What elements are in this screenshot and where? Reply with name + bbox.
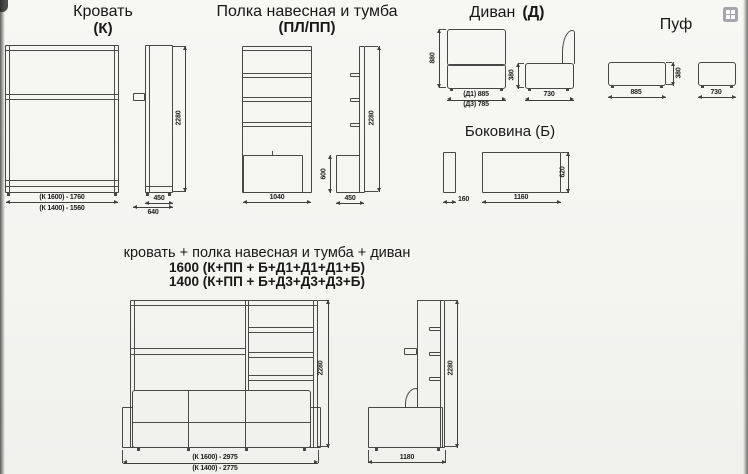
drawing-line bbox=[6, 94, 118, 95]
combo-variant-1400: 1400 (К+ПП + Б+Д3+Д3+Д3+Б) bbox=[168, 274, 366, 289]
dim-label: 1160 bbox=[513, 194, 529, 201]
drawing-line bbox=[249, 332, 313, 333]
furniture-foot bbox=[146, 193, 149, 196]
grid-watermark-icon bbox=[723, 7, 738, 22]
dimension-line bbox=[698, 97, 736, 98]
shelf-title: Полка навесная и тумба bbox=[216, 3, 398, 20]
shelf-tab bbox=[350, 98, 360, 102]
dimension-line bbox=[368, 462, 446, 463]
pouf-side-view bbox=[698, 62, 736, 86]
sofa-title bbox=[470, 4, 545, 22]
dim-label: 640 bbox=[147, 208, 159, 216]
drawing-line bbox=[243, 101, 311, 102]
drawing-line bbox=[6, 99, 118, 100]
dim-label: 885 bbox=[630, 88, 642, 96]
furniture-foot bbox=[303, 448, 306, 451]
dim-label: 1040 bbox=[269, 194, 285, 201]
dim-label: 2280 bbox=[447, 360, 455, 376]
dim-label: 160 bbox=[458, 195, 470, 203]
dim-label: 380 bbox=[508, 69, 516, 81]
dimension-line bbox=[439, 29, 440, 88]
extension-line bbox=[318, 450, 319, 463]
photo-edge-right bbox=[743, 0, 748, 474]
dimension-line bbox=[568, 152, 569, 193]
sofa-code: (Д) bbox=[522, 4, 545, 21]
drawing-line bbox=[133, 422, 310, 423]
dim-label: 450 bbox=[344, 195, 356, 202]
drawing-line bbox=[245, 301, 246, 390]
drawing-line bbox=[6, 50, 118, 51]
bed-title: Кровать bbox=[73, 3, 133, 20]
dim-label: (К 1400) - 2775 bbox=[192, 464, 238, 472]
side-panel-edge-view bbox=[443, 152, 456, 193]
sofa-front-back bbox=[447, 29, 506, 66]
dimension-line bbox=[6, 202, 118, 203]
dim-label: (К 1600) - 1760 bbox=[39, 194, 85, 201]
drawing-line bbox=[114, 46, 115, 192]
dim-label: 2280 bbox=[368, 110, 376, 126]
drawing-line bbox=[249, 357, 313, 358]
dim-label: (К 1600) - 2975 bbox=[192, 453, 238, 461]
furniture-foot bbox=[187, 448, 190, 451]
dim-label: 1180 bbox=[399, 453, 415, 461]
dim-label: 730 bbox=[710, 88, 722, 96]
dim-label: 600 bbox=[320, 168, 328, 180]
dimension-line bbox=[185, 46, 186, 192]
shelf-tab bbox=[429, 327, 441, 331]
side-panel-title: Боковина (Б) bbox=[464, 123, 556, 140]
furniture-foot bbox=[660, 85, 663, 88]
bed-code: (К) bbox=[93, 20, 113, 37]
drawing-line bbox=[149, 46, 150, 192]
drawing-line bbox=[243, 73, 311, 74]
dimension-line bbox=[518, 63, 519, 89]
dimension-line bbox=[443, 202, 456, 203]
drawing-line bbox=[134, 301, 135, 390]
combo-sofa-side-backrest bbox=[405, 388, 418, 408]
dimension-line bbox=[457, 300, 458, 448]
dimension-line bbox=[243, 202, 311, 203]
furniture-foot bbox=[375, 448, 378, 451]
dimension-line bbox=[482, 202, 561, 203]
drawing-line bbox=[249, 352, 313, 353]
extension-line bbox=[440, 29, 446, 30]
furniture-foot bbox=[7, 193, 10, 196]
dimension-line bbox=[608, 97, 666, 98]
dimension-line bbox=[330, 155, 331, 193]
furniture-foot bbox=[566, 88, 569, 91]
drawing-line bbox=[272, 151, 273, 155]
drawing-line bbox=[245, 391, 246, 447]
drawing-line bbox=[6, 186, 118, 187]
furniture-foot bbox=[701, 85, 704, 88]
dimension-line bbox=[525, 100, 574, 101]
shelf-tab bbox=[350, 123, 360, 127]
side-panel-face-view bbox=[482, 152, 561, 193]
drawing-line bbox=[146, 186, 172, 187]
furniture-foot bbox=[437, 448, 440, 451]
dim-label: 450 bbox=[153, 195, 165, 202]
photo-edge-left bbox=[0, 0, 5, 474]
cabinet-front-view bbox=[243, 155, 303, 193]
furniture-foot bbox=[450, 88, 453, 91]
shelf-tab bbox=[350, 73, 360, 77]
furniture-foot bbox=[168, 193, 171, 196]
dim-label: (Д1) 885 bbox=[463, 91, 489, 98]
combo-side-panel-left bbox=[122, 407, 133, 448]
drawing-line bbox=[248, 301, 249, 390]
drawing-line bbox=[249, 327, 313, 328]
drawing-line bbox=[131, 354, 246, 355]
cabinet-side-view bbox=[336, 155, 360, 193]
dim-label: (Д3) 785 bbox=[463, 101, 489, 108]
pouf-front-view bbox=[608, 62, 666, 86]
combo-sofa-side bbox=[368, 407, 443, 448]
drawing-line bbox=[249, 380, 313, 381]
dimension-line bbox=[123, 463, 318, 464]
furniture-foot bbox=[611, 85, 614, 88]
sofa-front-seat bbox=[447, 64, 506, 89]
drawing-line bbox=[131, 305, 317, 306]
dim-label: (К 1400) - 1560 bbox=[39, 204, 85, 212]
drawing-line bbox=[243, 77, 311, 78]
photo-corner-shadow bbox=[0, 0, 8, 12]
shelf-tab bbox=[429, 352, 441, 356]
furniture-foot bbox=[137, 448, 140, 451]
shelf-code: (ПЛ/ПП) bbox=[278, 19, 336, 36]
dimension-line bbox=[336, 203, 364, 204]
drawing-line bbox=[243, 50, 311, 51]
drawing-line bbox=[243, 126, 311, 127]
drawing-line bbox=[243, 97, 311, 98]
dim-label: 730 bbox=[543, 91, 555, 98]
dim-label: 2280 bbox=[317, 360, 325, 376]
dimension-line bbox=[379, 46, 380, 192]
dim-label: 880 bbox=[429, 52, 437, 64]
sofa-side-seat bbox=[525, 63, 574, 89]
bed-front-view bbox=[5, 45, 119, 193]
furniture-foot bbox=[500, 88, 503, 91]
dim-label: 380 bbox=[675, 67, 683, 79]
drawing-line bbox=[249, 375, 313, 376]
extension-line bbox=[440, 87, 446, 88]
bed-wall-bracket bbox=[133, 93, 145, 101]
sofa-side-backrest bbox=[562, 30, 575, 64]
furniture-foot bbox=[114, 193, 117, 196]
dim-label: 620 bbox=[559, 166, 567, 178]
drawing-line bbox=[6, 180, 118, 181]
drawing-line bbox=[188, 391, 189, 447]
furniture-foot bbox=[528, 88, 531, 91]
drawing-line bbox=[131, 348, 246, 349]
dimension-line bbox=[673, 62, 674, 86]
bed-wall-bracket bbox=[404, 348, 417, 355]
combo-title: кровать + полка навесная и тумба + диван bbox=[123, 245, 411, 261]
combo-side-panel-right bbox=[310, 407, 321, 448]
combo-variant-1600: 1600 (К+ПП + Б+Д1+Д1+Д1+Б) bbox=[168, 260, 366, 275]
furniture-foot bbox=[730, 85, 733, 88]
furniture-foot bbox=[245, 448, 248, 451]
drawing-line bbox=[243, 122, 311, 123]
pouf-title: Пуф bbox=[659, 16, 693, 33]
dimension-line bbox=[328, 300, 329, 448]
dim-label: 2280 bbox=[175, 110, 183, 126]
drawing-line bbox=[9, 46, 10, 192]
shelf-tab bbox=[429, 377, 441, 381]
combo-sofa-front bbox=[132, 390, 311, 448]
sofa-title-text: Диван bbox=[469, 4, 516, 21]
